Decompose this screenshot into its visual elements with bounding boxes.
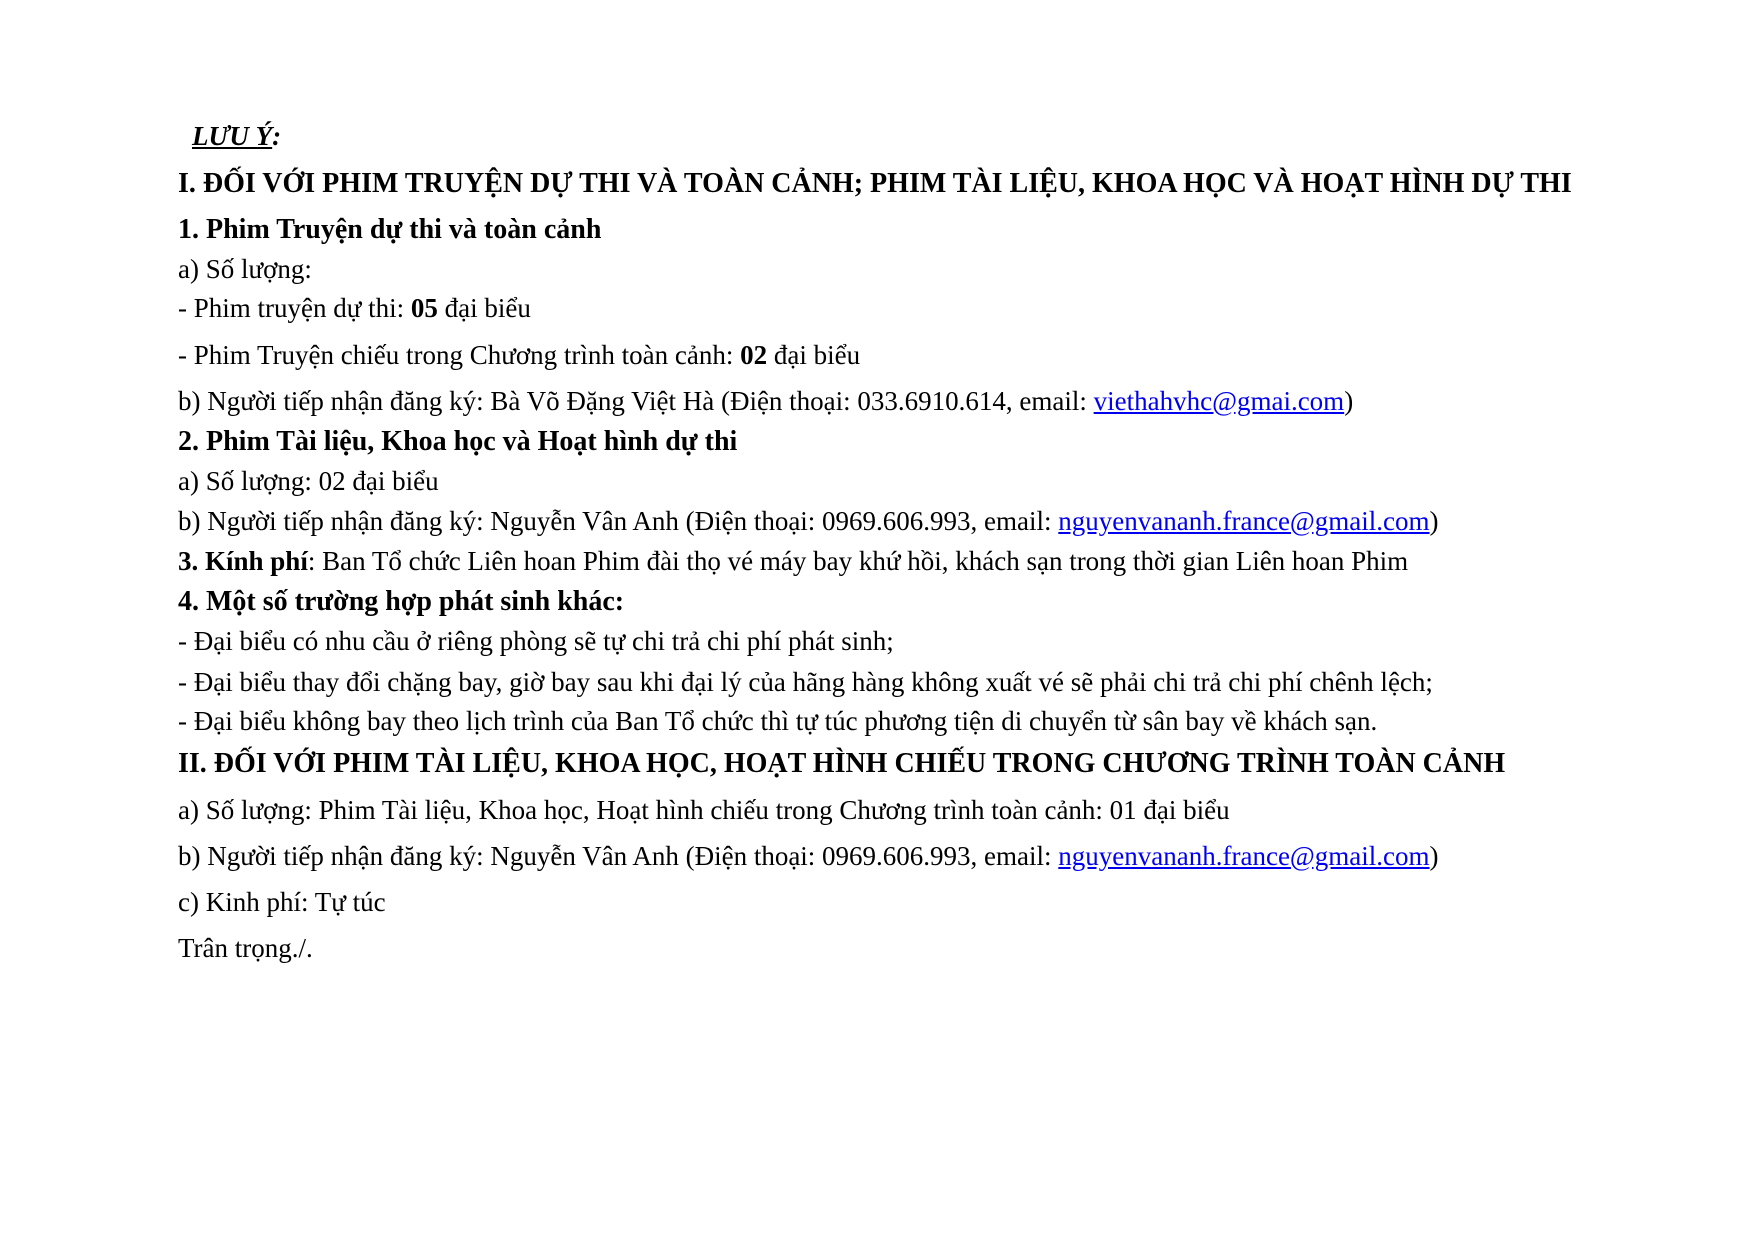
item2-contact-suffix: ) [1429,506,1439,536]
item1-line1 [178,295,531,322]
item1-line1-suffix: đại biểu [437,293,531,323]
item1-line2 [178,342,860,369]
item1-line1-number: 05 [410,293,438,323]
note-colon: : [272,121,282,151]
section2-quantity: a) Số lượng: Phim Tài liệu, Khoa học, Hoạt hình chiếu trong Chương trình toàn cảnh: 01 đại biểu [178,795,1230,825]
item1-contact [178,388,1353,415]
item1-quantity-label: a) Số lượng: [178,254,312,284]
section2-contact-suffix: ) [1429,841,1439,871]
item4-line: - Đại biểu có nhu cầu ở riêng phòng sẽ tự chi trả chi phí phát sinh; [178,626,894,656]
item1-line2-suffix: đại biểu [767,340,861,370]
item1-contact-suffix: ) [1344,386,1354,416]
item2-email-link[interactable]: nguyenvananh.france@gmail.com [1058,506,1430,536]
section2-heading: II. ĐỐI VỚI PHIM TÀI LIỆU, KHOA HỌC, HOẠT HÌNH CHIẾU TRONG CHƯƠNG TRÌNH TOÀN CẢNH [178,748,1506,779]
item4-line: - Đại biểu thay đổi chặng bay, giờ bay sau khi đại lý của hãng hàng không xuất vé sẽ phải chi trả chi phí chênh lệch; [178,667,1433,697]
section2-contact [178,843,1439,870]
item3-label: 3. Kính phí [178,546,308,576]
section2-funding: c) Kinh phí: Tự túc [178,887,386,917]
item3-text: : Ban Tổ chức Liên hoan Phim đài thọ vé máy bay khứ hồi, khách sạn trong thời gian Liên hoan Phim [307,546,1409,576]
item1-line2-prefix: - Phim Truyện chiếu trong Chương trình toàn cảnh: [178,340,741,370]
section2-contact-prefix: b) Người tiếp nhận đăng ký: Nguyễn Vân Anh (Điện thoại: 0969.606.993, email: [178,841,1059,871]
item1-line1-prefix: - Phim truyện dự thi: [178,293,411,323]
item1-email-link[interactable]: viethahvhc@gmai.com [1093,386,1345,416]
section2-email-link[interactable]: nguyenvananh.france@gmail.com [1058,841,1430,871]
item4-heading: 4. Một số trường hợp phát sinh khác: [178,586,625,617]
item2-heading: 2. Phim Tài liệu, Khoa học và Hoạt hình dự thi [178,426,738,457]
item2-contact [178,508,1439,535]
item1-line2-number: 02 [740,340,768,370]
closing-text: Trân trọng./. [178,933,313,963]
item4-line: - Đại biểu không bay theo lịch trình của Ban Tổ chức thì tự túc phương tiện di chuyển từ sân bay về khách sạn. [178,706,1378,736]
note-heading [192,123,281,150]
item1-contact-prefix: b) Người tiếp nhận đăng ký: Bà Võ Đặng Việt Hà (Điện thoại: 033.6910.614, email: [178,386,1094,416]
section1-heading: I. ĐỐI VỚI PHIM TRUYỆN DỰ THI VÀ TOÀN CẢNH; PHIM TÀI LIỆU, KHOA HỌC VÀ HOẠT HÌNH DỰ THI [178,168,1572,199]
item2-quantity: a) Số lượng: 02 đại biểu [178,466,439,496]
note-label: LƯU Ý [192,121,273,151]
item2-contact-prefix: b) Người tiếp nhận đăng ký: Nguyễn Vân Anh (Điện thoại: 0969.606.993, email: [178,506,1059,536]
item1-heading: 1. Phim Truyện dự thi và toàn cảnh [178,214,602,245]
item3-funding [178,548,1408,575]
